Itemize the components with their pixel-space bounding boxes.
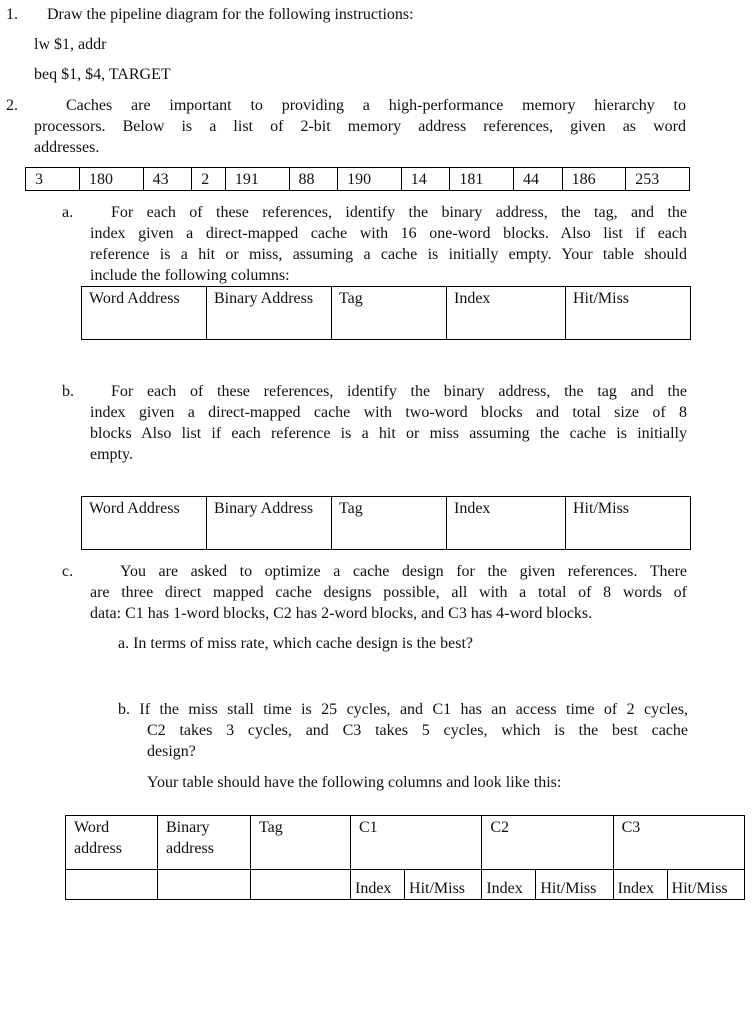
column-header: Hit/Miss bbox=[566, 497, 691, 550]
reference-cell: 181 bbox=[450, 168, 514, 191]
part-c-sub-b-line: design? bbox=[147, 743, 196, 760]
empty-cell bbox=[158, 870, 251, 900]
q2-intro-line: Caches are important to providing a high-performance memory hierarchy to bbox=[66, 97, 686, 114]
reference-cell: 253 bbox=[626, 168, 690, 191]
subheader: Hit/Miss bbox=[536, 870, 613, 900]
subheader: Hit/Miss bbox=[405, 870, 482, 900]
part-b-line: For each of these references, identify the binary address, the tag and the bbox=[111, 383, 687, 400]
column-header: Hit/Miss bbox=[566, 287, 691, 340]
q1-text: Draw the pipeline diagram for the following instructions: bbox=[47, 6, 414, 23]
part-a-text bbox=[90, 202, 687, 286]
reference-cell: 43 bbox=[143, 168, 192, 191]
part-a-line: reference is a hit or miss, assuming a cache is initially empty. Your table should bbox=[90, 246, 687, 263]
q1-instruction-2: beq $1, $4, TARGET bbox=[34, 66, 171, 83]
part-b-line: blocks Also list if each reference is a hit or miss assuming the cache is initially bbox=[90, 425, 687, 442]
part-a-line: include the following columns: bbox=[90, 267, 290, 284]
table-row bbox=[82, 287, 691, 340]
table-row bbox=[82, 497, 691, 550]
subheader: Hit/Miss bbox=[667, 870, 744, 900]
part-b-text bbox=[90, 381, 687, 465]
reference-cell: 186 bbox=[562, 168, 626, 191]
column-header: C1 bbox=[351, 816, 482, 870]
column-header: Binary Address bbox=[207, 497, 332, 550]
part-a-line: index given a direct-mapped cache with 16 one-word blocks. Also list if each bbox=[90, 225, 687, 242]
part-c-table-intro: Your table should have the following columns and look like this: bbox=[147, 774, 562, 791]
part-c-sub-a: a. In terms of miss rate, which cache design is the best? bbox=[118, 635, 473, 652]
column-header: Word Address bbox=[82, 287, 207, 340]
part-a-label: a. bbox=[62, 204, 74, 221]
q2-intro-line: processors. Below is a list of 2-bit memory address references, given as word bbox=[34, 118, 686, 135]
empty-cell bbox=[251, 870, 351, 900]
q1-instruction-1: lw $1, addr bbox=[34, 36, 107, 53]
part-a-table bbox=[81, 286, 691, 340]
column-header: Word address bbox=[66, 816, 158, 870]
reference-cell: 180 bbox=[80, 168, 144, 191]
subheader: Index bbox=[613, 870, 667, 900]
q2-intro-line: addresses. bbox=[34, 139, 100, 156]
part-b-label: b. bbox=[62, 383, 74, 400]
cache-design-table bbox=[65, 815, 745, 900]
q1-number: 1. bbox=[6, 6, 18, 23]
part-c-line: data: C1 has 1-word blocks, C2 has 2-word blocks, and C3 has 4-word blocks. bbox=[90, 605, 593, 622]
table-row bbox=[26, 168, 690, 191]
subheader: Index bbox=[482, 870, 536, 900]
part-c-line: are three direct mapped cache designs possible, all with a total of 8 words of bbox=[90, 584, 687, 601]
reference-cell: 88 bbox=[289, 168, 338, 191]
column-header: Tag bbox=[251, 816, 351, 870]
part-c-line: You are asked to optimize a cache design for the given references. There bbox=[120, 563, 687, 580]
part-b-table bbox=[81, 496, 691, 550]
part-b-line: empty. bbox=[90, 446, 133, 463]
reference-cell: 44 bbox=[514, 168, 563, 191]
part-b-line: index given a direct-mapped cache with two-word blocks and total size of 8 bbox=[90, 404, 687, 421]
reference-table bbox=[25, 167, 690, 191]
column-header: Index bbox=[447, 287, 566, 340]
part-c-sub-b bbox=[118, 699, 688, 762]
reference-cell: 190 bbox=[338, 168, 402, 191]
column-header: Binary Address bbox=[207, 287, 332, 340]
q2-intro bbox=[34, 95, 686, 158]
column-header: C2 bbox=[482, 816, 613, 870]
column-header: Index bbox=[447, 497, 566, 550]
reference-cell: 14 bbox=[401, 168, 450, 191]
column-header: Binary address bbox=[158, 816, 251, 870]
table-row bbox=[66, 816, 745, 870]
table-row bbox=[66, 870, 745, 900]
column-header: Tag bbox=[332, 287, 447, 340]
reference-cell: 2 bbox=[192, 168, 226, 191]
reference-cell: 3 bbox=[26, 168, 80, 191]
part-c-text bbox=[90, 561, 687, 624]
part-c-sub-b-line: b. If the miss stall time is 25 cycles, and C1 has an access time of 2 cycles, bbox=[118, 701, 688, 718]
q2-number: 2. bbox=[6, 97, 18, 114]
column-header: Word Address bbox=[82, 497, 207, 550]
reference-cell: 191 bbox=[225, 168, 289, 191]
column-header: C3 bbox=[613, 816, 744, 870]
empty-cell bbox=[66, 870, 158, 900]
part-c-sub-b-line: C2 takes 3 cycles, and C3 takes 5 cycles, which is the best cache bbox=[147, 722, 688, 739]
part-c-label: c. bbox=[62, 563, 74, 580]
part-a-line: For each of these references, identify the binary address, the tag, and the bbox=[111, 204, 687, 221]
column-header: Tag bbox=[332, 497, 447, 550]
subheader: Index bbox=[351, 870, 405, 900]
